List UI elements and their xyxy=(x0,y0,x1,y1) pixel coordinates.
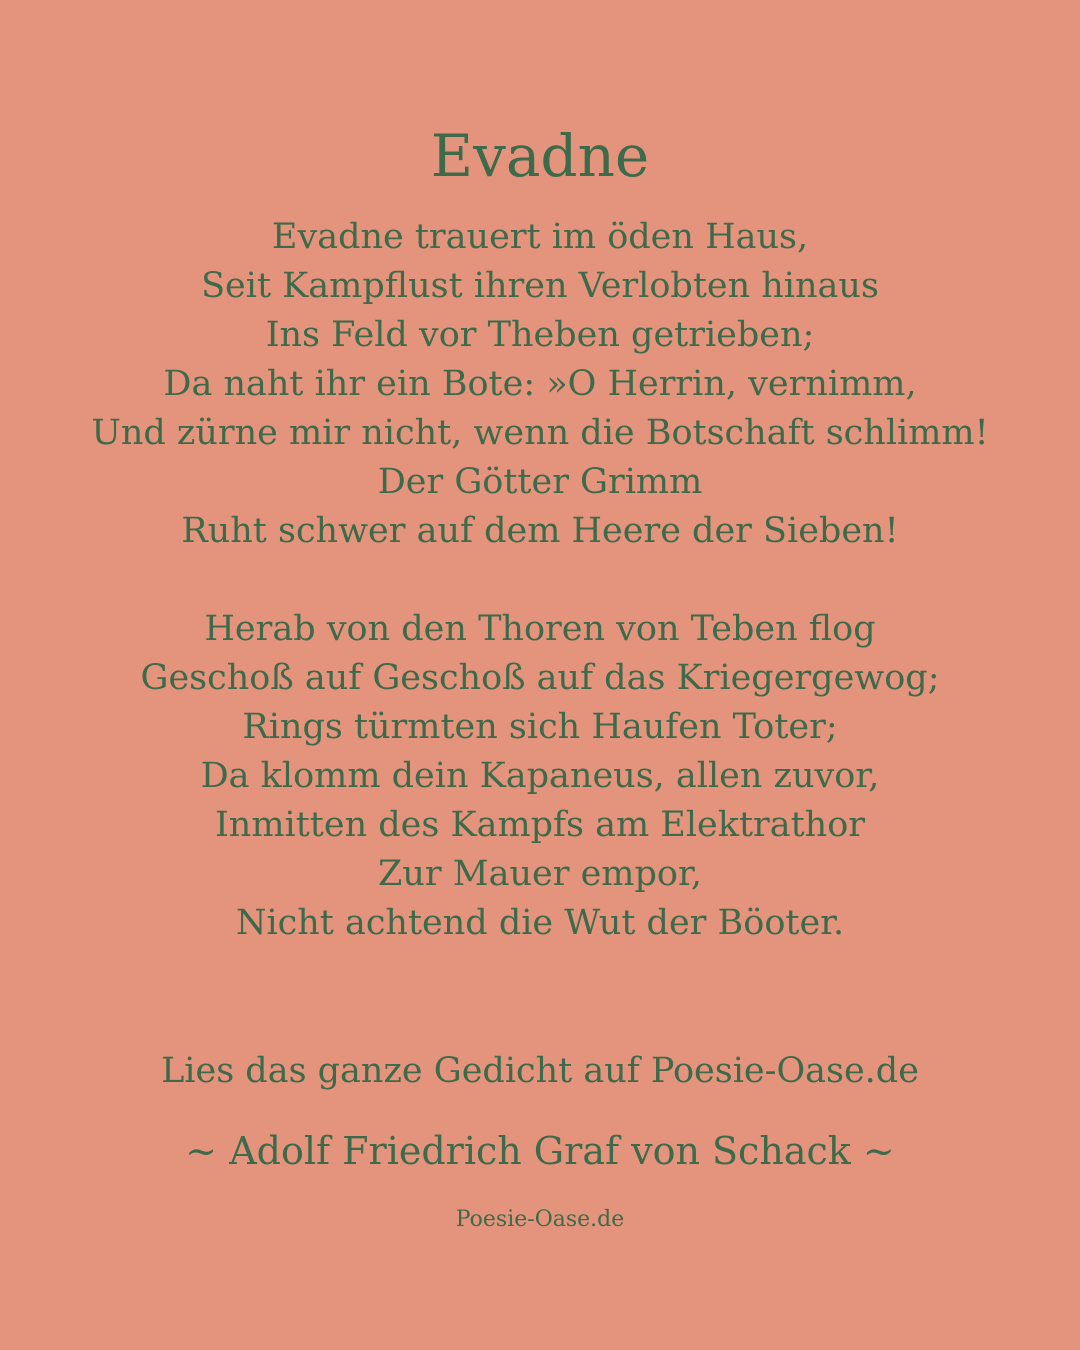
poem-line: Da naht ihr ein Bote: »O Herrin, vernimm, xyxy=(163,364,917,404)
poem-line: Inmitten des Kampfs am Elektrathor xyxy=(214,805,866,845)
poem-title: Evadne xyxy=(430,122,650,190)
poem-line: Evadne trauert im öden Haus, xyxy=(271,217,809,257)
poem-line: Ruht schwer auf dem Heere der Sieben! xyxy=(181,511,899,551)
poem-line: Ins Feld vor Theben getrieben; xyxy=(265,315,815,355)
stanza-2 xyxy=(0,605,1080,948)
call-to-action: Lies das ganze Gedicht auf Poesie-Oase.de xyxy=(161,1051,919,1091)
poem-line: Rings türmten sich Haufen Toter; xyxy=(242,707,838,747)
poem-line: Und zürne mir nicht, wenn die Botschaft schlimm! xyxy=(91,413,989,453)
poem-line: Der Götter Grimm xyxy=(377,462,703,502)
poem-line: Zur Mauer empor, xyxy=(378,854,702,894)
stanza-1 xyxy=(0,213,1080,556)
poem-line: Nicht achtend die Wut der Böoter. xyxy=(235,903,845,943)
site-footer: Poesie-Oase.de xyxy=(455,1207,625,1232)
poem-line: Herab von den Thoren von Teben flog xyxy=(204,609,876,649)
poem-line: Da klomm dein Kapaneus, allen zuvor, xyxy=(200,756,880,796)
poem-line: Geschoß auf Geschoß auf das Kriegergewog; xyxy=(140,658,940,698)
poem-line: Seit Kampflust ihren Verlobten hinaus xyxy=(201,266,879,306)
author-credit: ~ Adolf Friedrich Graf von Schack ~ xyxy=(185,1129,895,1173)
